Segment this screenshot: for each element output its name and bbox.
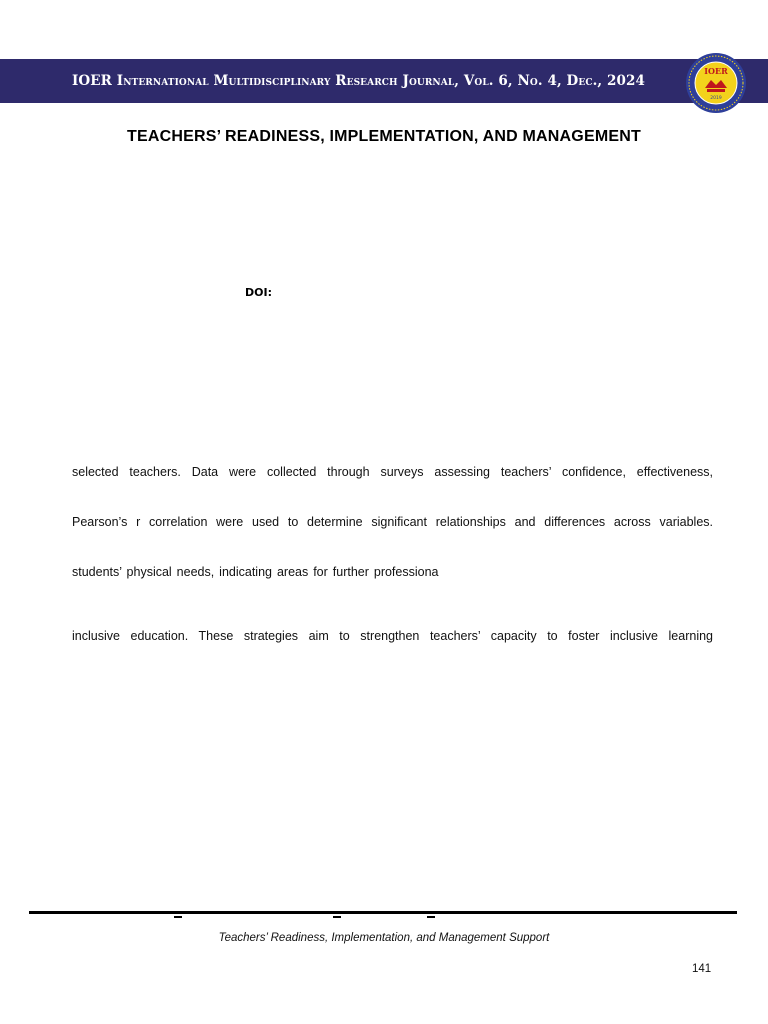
- running-title: Teachers’ Readiness, Implementation, and Management Support: [218, 932, 550, 944]
- journal-title: IOER International Multidisciplinary Research Journal, Vol. 6, No. 4, Dec., 2024: [72, 73, 645, 89]
- doi-label: DOI:: [245, 286, 272, 299]
- footer-dash: [333, 916, 341, 918]
- seal-text: IOER: [704, 66, 728, 76]
- abstract-line: inclusive education. These strategies aim to strengthen teachers’ capacity to foster inclusive learning: [72, 629, 713, 643]
- footer-dash: [427, 916, 435, 918]
- journal-seal-logo: [685, 52, 747, 114]
- footer-rule: [29, 911, 737, 914]
- abstract-line: Pearson’s r correlation were used to determine significant relationships and differences across variables.: [72, 515, 713, 529]
- paper-title: TEACHERS’ READINESS, IMPLEMENTATION, AND MANAGEMENT: [127, 128, 641, 145]
- footer-dash: [174, 916, 182, 918]
- abstract-line: selected teachers. Data were collected through surveys assessing teachers’ confidence, effectiveness,: [72, 465, 713, 479]
- seal-year: 2019: [710, 96, 722, 101]
- abstract-line: students’ physical needs, indicating areas for further professiona: [72, 565, 439, 579]
- page-number: 141: [692, 963, 712, 975]
